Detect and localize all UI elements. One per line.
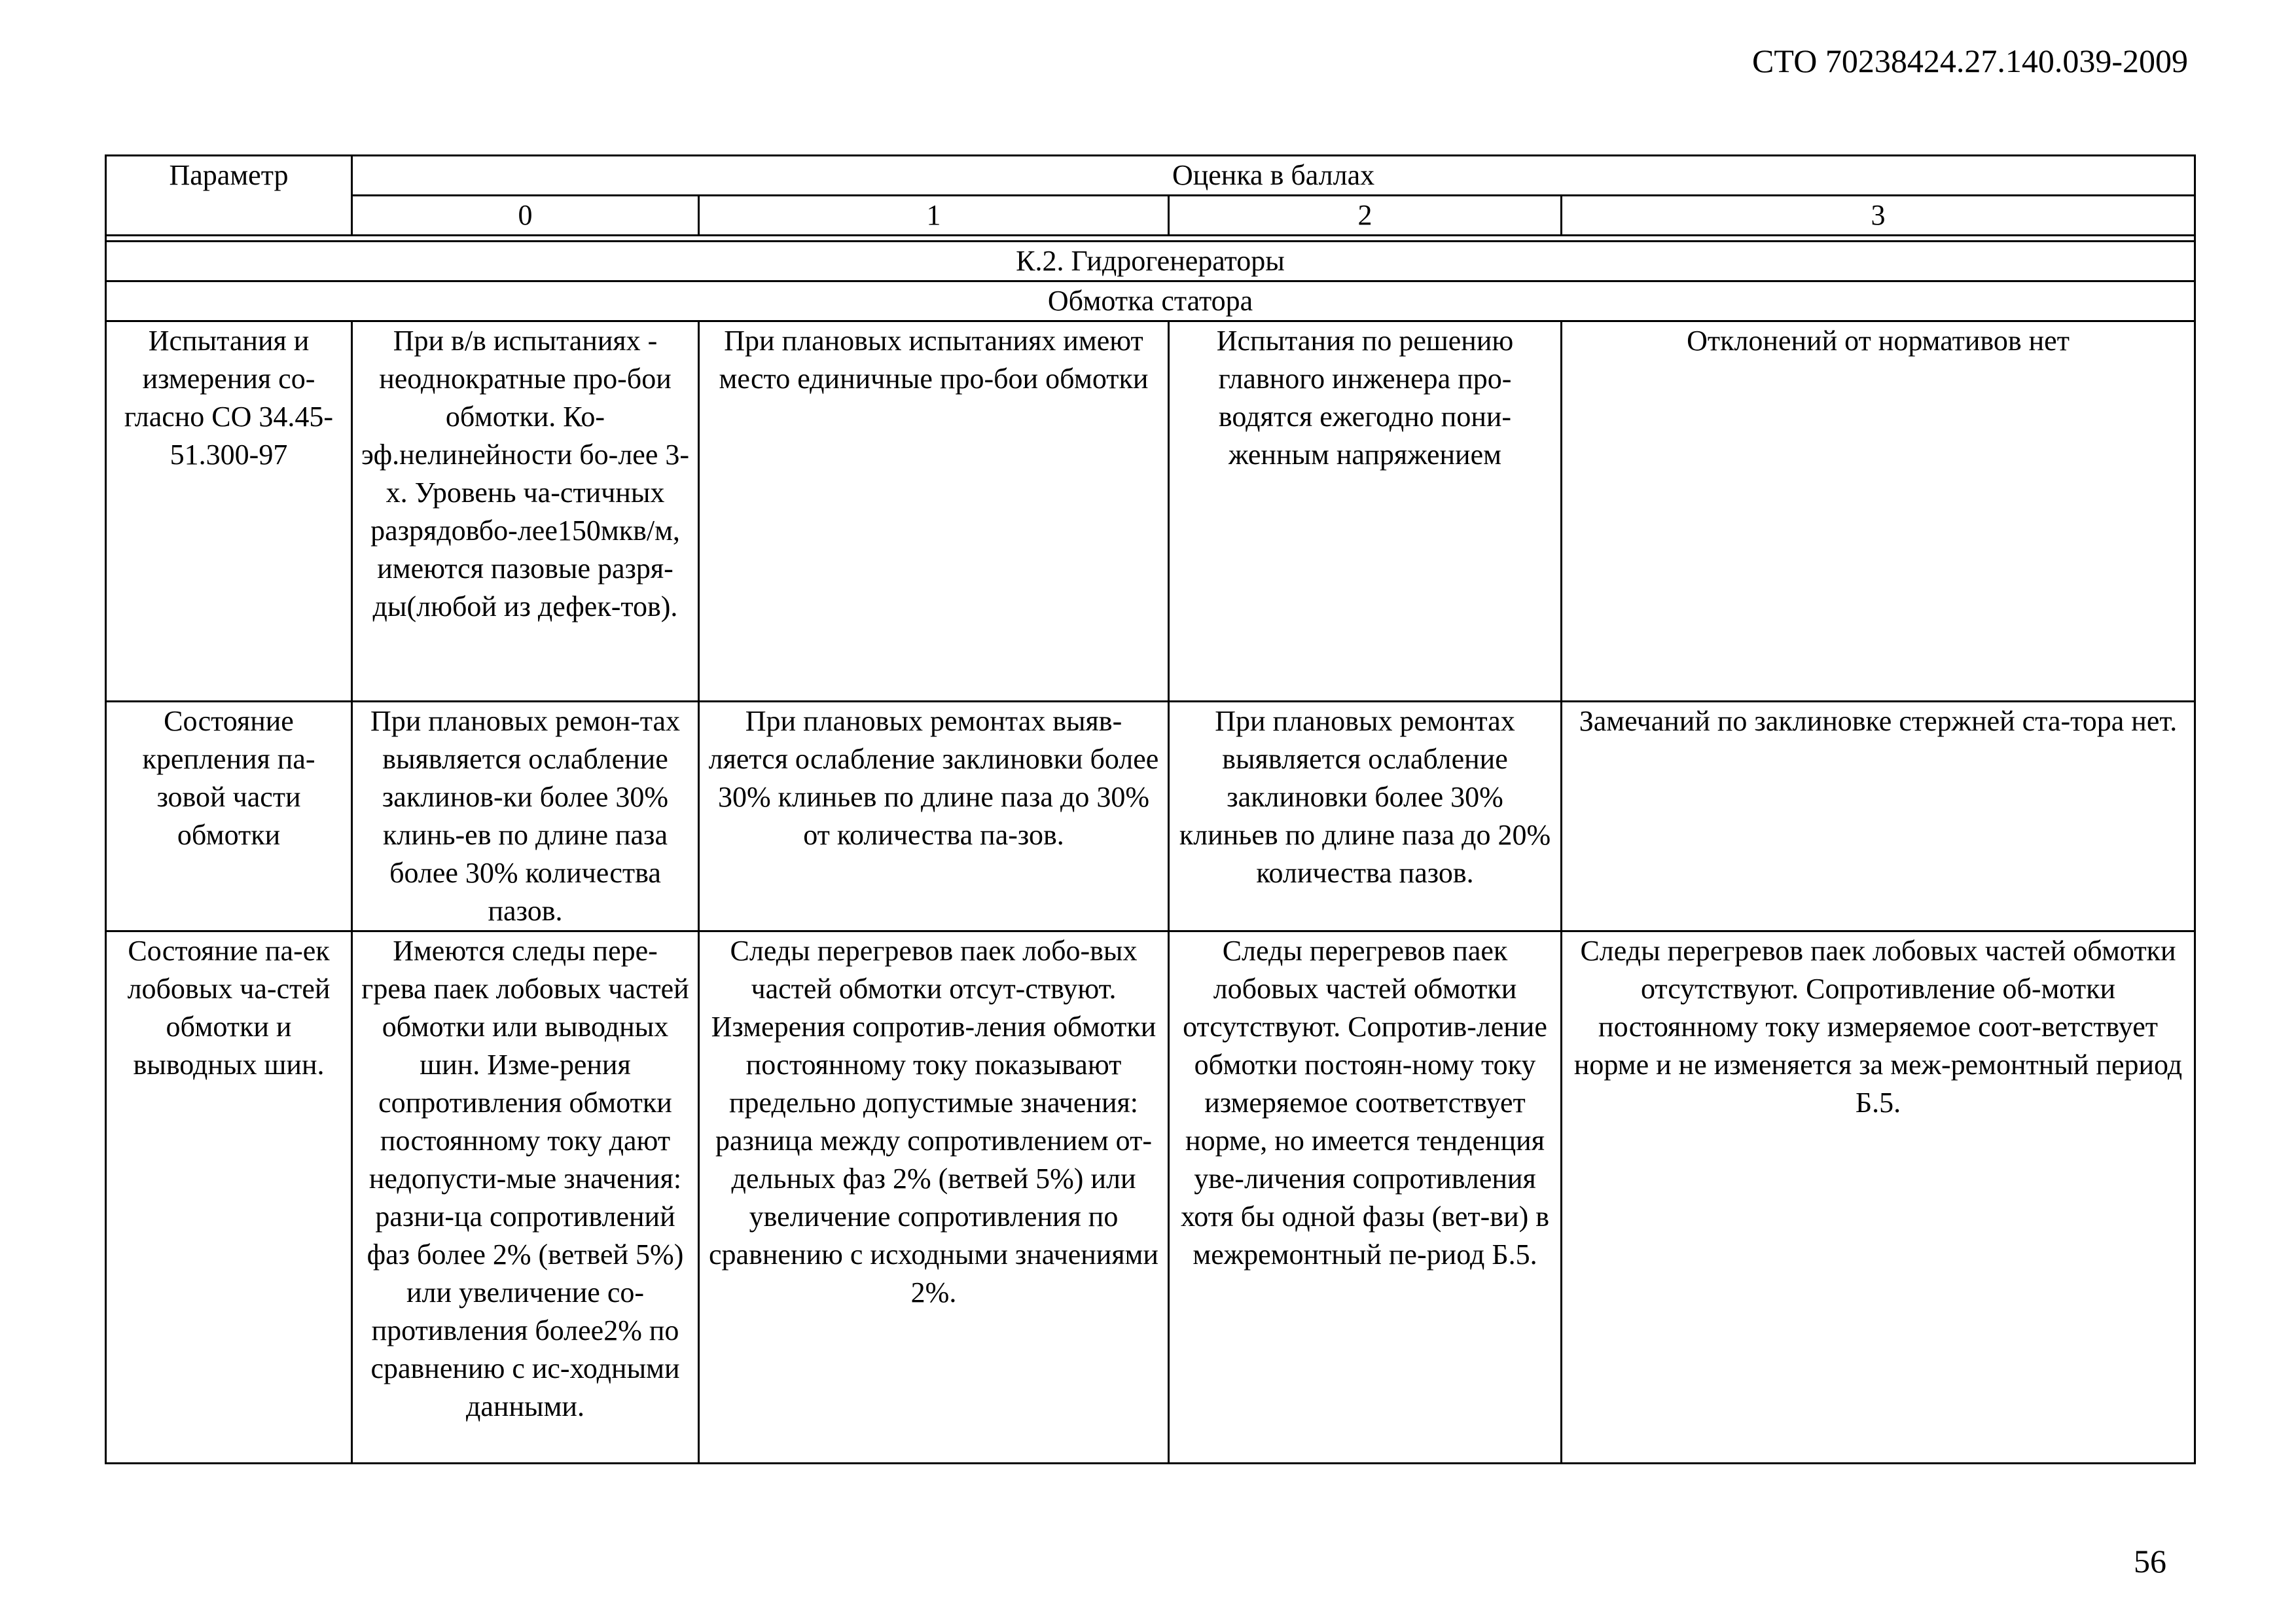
section-row [106, 242, 2195, 281]
row-score-1: Следы перегревов паек лобо-вых частей обмотки отсут-ствуют. Измерения сопротив-ления обмотки постоянному току показывают предельно допустимые значения: разница между сопротивлением от-дельных фаз 2% (ветвей 5%) или увеличение сопротивления по сравнению с исходными значениями 2%. [699, 931, 1169, 1464]
row-score-2: Следы перегревов паек лобовых частей обмотки отсутствуют. Сопротив-ление обмотки постоян-ному току измеряемое соответствует норме, но имеется тенденция уве-личения сопротивления хотя бы одной фазы (вет-ви) в межремонтный пе-риод Б.5. [1169, 931, 1562, 1464]
row-param: Состояние крепления па-зовой части обмотки [106, 702, 352, 931]
page-number: 56 [2134, 1543, 2166, 1579]
separator-cell [106, 236, 2195, 242]
subsection-row [106, 281, 2195, 321]
assessment-table [105, 154, 2196, 1464]
score-columns-row [106, 196, 2195, 236]
row-score-0: При плановых ремон-тах выявляется ослабление заклинов-ки более 30% клинь-ев по длине паза более 30% количества пазов. [352, 702, 699, 931]
table-row [106, 931, 2195, 1464]
header-separator [106, 236, 2195, 242]
row-score-2: При плановых ремонтах выявляется ослабление заклиновки более 30% клиньев по длине паза до 20% количества пазов. [1169, 702, 1562, 931]
row-score-1: При плановых ремонтах выяв-ляется ослабление заклиновки более 30% клиньев по длине паза до 30% от количества па-зов. [699, 702, 1169, 931]
row-score-2: Испытания по решению главного инженера про-водятся ежегодно пони-женным напряжением [1169, 321, 1562, 702]
row-score-1: При плановых испытаниях имеют место единичные про-бои обмотки [699, 321, 1169, 702]
score-col-2: 2 [1169, 196, 1562, 236]
score-col-0: 0 [352, 196, 699, 236]
document-code: СТО 70238424.27.140.039-2009 [1752, 43, 2188, 79]
table-row [106, 702, 2195, 931]
row-score-3: Замечаний по заклиновке стержней ста-тора нет. [1562, 702, 2195, 931]
table-row [106, 321, 2195, 702]
row-param: Состояние па-ек лобовых ча-стей обмотки и выводных шин. [106, 931, 352, 1464]
score-col-3: 3 [1562, 196, 2195, 236]
table-header-row [106, 156, 2195, 196]
row-score-0: При в/в испытаниях - неоднократные про-бои обмотки. Ко-эф.нелинейности бо-лее 3-х. Уровень ча-стичных разрядовбо-лее150мкв/м, имеются пазовые разря-ды(любой из дефек-тов). [352, 321, 699, 702]
score-col-1: 1 [699, 196, 1169, 236]
section-title: К.2. Гидрогенераторы [106, 242, 2195, 281]
param-header: Параметр [106, 156, 352, 236]
row-score-3: Отклонений от нормативов нет [1562, 321, 2195, 702]
subsection-title: Обмотка статора [106, 281, 2195, 321]
row-score-3: Следы перегревов паек лобовых частей обмотки отсутствуют. Сопротивление об-мотки постоянному току измеряемое соот-ветствует норме и не изменяется за меж-ремонтный период Б.5. [1562, 931, 2195, 1464]
score-header: Оценка в баллах [352, 156, 2195, 196]
row-param: Испытания и измерения со-гласно СО 34.45-51.300-97 [106, 321, 352, 702]
row-score-0: Имеются следы пере-грева паек лобовых частей обмотки или выводных шин. Изме-рения сопротивления обмотки постоянному току дают недопусти-мые значения: разни-ца сопротивлений фаз более 2% (ветвей 5%) или увеличение со-противления более2% по сравнению с ис-ходными данными. [352, 931, 699, 1464]
